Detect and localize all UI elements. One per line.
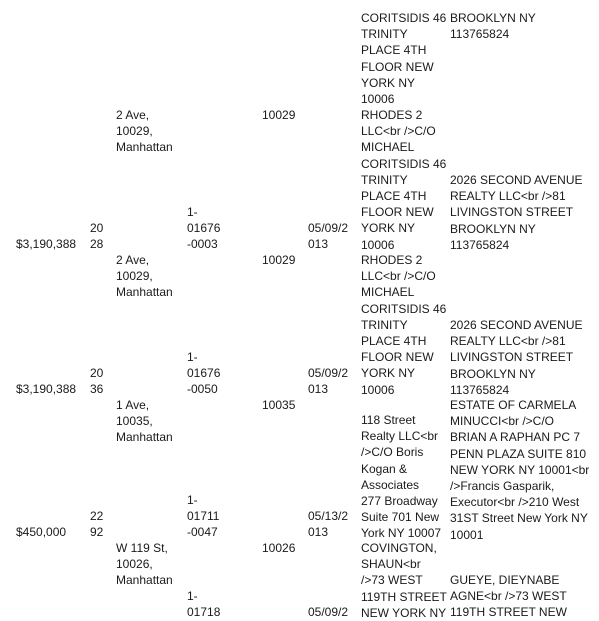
date-cell: 05/09/2 013: [308, 366, 349, 397]
zip-cell: 10029: [262, 253, 296, 267]
buyer-cell: GUEYE, DIEYNABE AGNE<br />73 WEST 119TH STREET NEW: [450, 573, 567, 620]
seller-owner-cell: 118 Street Realty LLC<br />C/O Boris Kogan & Associates 277 Broadway Suite 701 New York NY 10007: [361, 413, 442, 541]
buyer-cell: BROOKLYN NY 113765824: [450, 11, 536, 42]
parcel-cell: 1- 01711 -0047: [187, 493, 220, 540]
price-cell: $450,000: [16, 525, 67, 539]
zip-cell: 10035: [262, 398, 296, 412]
address-cell: 1 Ave, 10035, Manhattan: [116, 398, 173, 445]
address-cell: W 119 St, 10026, Manhattan: [116, 541, 173, 588]
date-cell: 05/09/2 013: [308, 221, 349, 252]
seller-owner-cell: CORITSIDIS 46 TRINITY PLACE 4TH FLOOR NEW YORK NY 10006: [361, 11, 447, 107]
zip-cell: 10029: [262, 108, 296, 122]
parcel-cell: 1- 01676 -0003: [187, 205, 221, 252]
parcel-cell: 1- 01676 -0050: [187, 350, 221, 397]
block-lot-cell: 22 92: [90, 509, 104, 540]
price-cell: $3,190,388: [16, 382, 77, 396]
address-cell: 2 Ave, 10029, Manhattan: [116, 108, 173, 155]
buyer-cell: 2026 SECOND AVENUE REALTY LLC<br />81 LIVINGSTON STREET BROOKLYN NY 113765824: [450, 318, 583, 397]
block-lot-cell: 20 36: [90, 366, 104, 397]
zip-cell: 10026: [262, 541, 296, 555]
parcel-cell: 1- 01718: [187, 589, 221, 620]
seller-owner-cell: RHODES 2 LLC<br />C/O MICHAEL CORITSIDIS 46 TRINITY PLACE 4TH FLOOR NEW YORK NY 10006: [361, 108, 447, 252]
buyer-cell: 2026 SECOND AVENUE REALTY LLC<br />81 LIVINGSTON STREET BROOKLYN NY 113765824: [450, 173, 583, 252]
address-cell: 2 Ave, 10029, Manhattan: [116, 253, 173, 300]
date-cell: 05/09/2: [308, 605, 349, 619]
block-lot-cell: 20 28: [90, 221, 104, 252]
seller-owner-cell: COVINGTON, SHAUN<br />73 WEST 119TH STREET NEW YORK NY: [361, 541, 447, 620]
seller-owner-cell: RHODES 2 LLC<br />C/O MICHAEL CORITSIDIS 46 TRINITY PLACE 4TH FLOOR NEW YORK NY 10006: [361, 253, 447, 397]
price-cell: $3,190,388: [16, 237, 77, 251]
date-cell: 05/13/2 013: [308, 509, 349, 540]
buyer-cell: ESTATE OF CARMELA MINUCCI<br />C/O BRIAN A RAPHAN PC 7 PENN PLAZA SUITE 810 NEW YORK NY 10001<br />Francis Gasparik, Executor<br />210 West 31ST Street New York NY 10001: [450, 398, 590, 542]
